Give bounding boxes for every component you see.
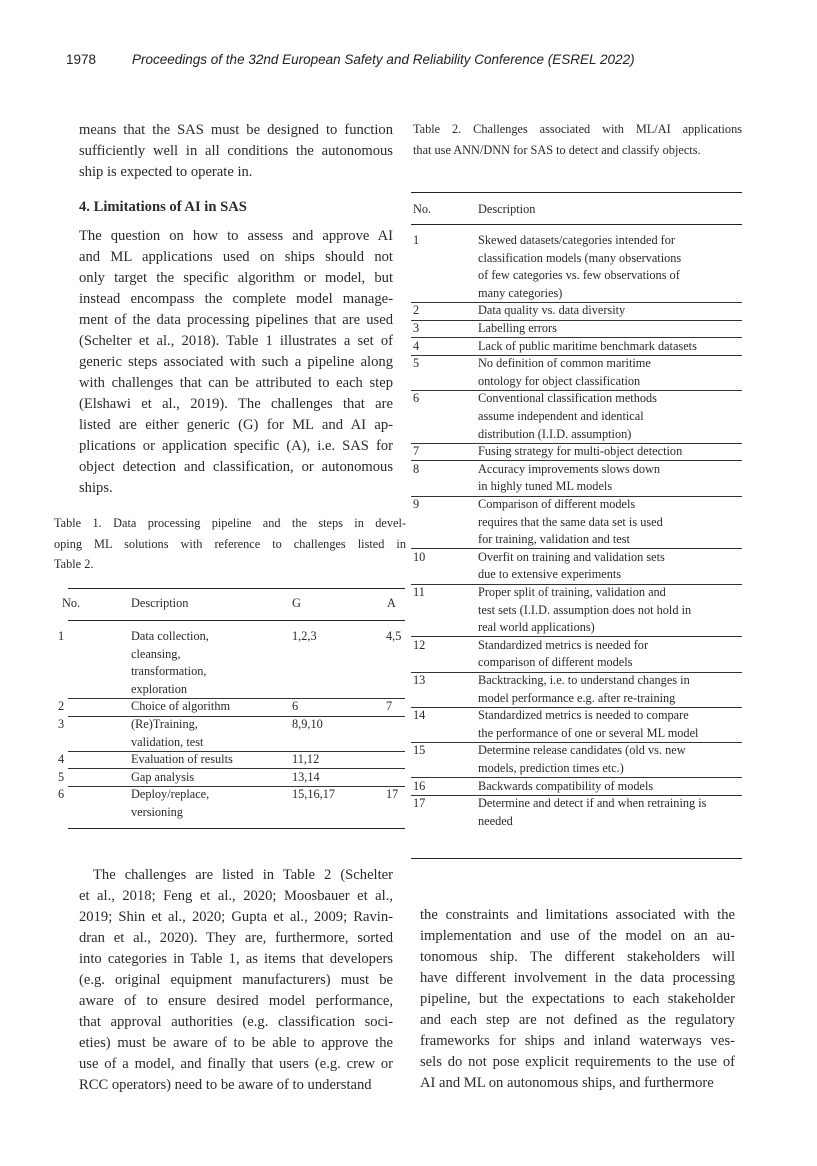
table-2-cell-no: 12 bbox=[413, 637, 426, 652]
page-number: 1978 bbox=[66, 52, 97, 67]
table-1-cell-g: 13,14 bbox=[292, 769, 320, 784]
right-bottom-line: implementation and use of the model on an au- bbox=[420, 928, 735, 944]
table-1-cell-a: 4,5 bbox=[386, 629, 402, 643]
left-bottom-line: use of a model, and finally that users (e.g. crew or bbox=[79, 1056, 393, 1072]
table-2-cell-description: for training, validation and test bbox=[478, 532, 630, 547]
left-intro-line: means that the SAS must be designed to function bbox=[79, 122, 393, 138]
table-1-header-description: Description bbox=[131, 596, 189, 610]
table-1-cell-description: Evaluation of results bbox=[131, 752, 233, 767]
table-1-cell-description: Choice of algorithm bbox=[131, 699, 231, 714]
table-1-row-rule bbox=[68, 751, 405, 752]
table-1-header-a: A bbox=[387, 596, 396, 610]
table-1-cell-description: cleansing, bbox=[131, 646, 181, 661]
table-1-cell-description: validation, test bbox=[131, 734, 204, 749]
left-bottom-line: aware of to ensure desired model performance, bbox=[79, 993, 393, 1009]
left-bottom-line: 2019; Shin et al., 2020; Gupta et al., 2009; Ravin- bbox=[79, 909, 393, 925]
table-2-header-no: No. bbox=[413, 202, 432, 216]
table-2-cell-description: assume independent and identical bbox=[478, 409, 644, 423]
table-2-cell-no: 10 bbox=[413, 549, 426, 564]
table-1-caption-line: Table 1. Data processing pipeline and the steps in devel- bbox=[54, 516, 406, 530]
table-1-cell-description: Gap analysis bbox=[131, 769, 195, 784]
table-1-header-no: No. bbox=[62, 596, 81, 610]
table-2-cell-description: in highly tuned ML models bbox=[478, 479, 613, 494]
table-1-row-rule bbox=[68, 716, 405, 717]
table-1-cell-g: 8,9,10 bbox=[292, 717, 323, 731]
table-1-row-rule bbox=[68, 786, 405, 787]
table-2-cell-no: 4 bbox=[413, 338, 420, 353]
table-1-cell-no: 5 bbox=[58, 769, 65, 784]
table-1-row-rule bbox=[68, 698, 405, 699]
table-1-caption-line: oping ML solutions with reference to challenges listed in bbox=[54, 536, 406, 551]
table-2-cell-description: model performance e.g. after re-training bbox=[478, 690, 676, 705]
table-1-cell-description: exploration bbox=[131, 681, 188, 696]
table-1-cell-g: 11,12 bbox=[292, 752, 320, 767]
table-2-cell-no: 2 bbox=[413, 303, 420, 318]
left-bottom-line: that approval authorities (e.g. classification soci- bbox=[79, 1014, 393, 1030]
table-2-row-rule bbox=[411, 320, 742, 321]
table-2-cell-description: Skewed datasets/categories intended for bbox=[478, 233, 676, 247]
table-2-cell-description: Determine release candidates (old vs. new bbox=[478, 743, 686, 758]
table-2-cell-no: 5 bbox=[413, 356, 420, 371]
table-2-cell-no: 16 bbox=[413, 778, 426, 793]
table-1-cell-description: transformation, bbox=[131, 664, 207, 679]
table-2-caption bbox=[413, 119, 742, 160]
table-2-cell-description: Standardized metrics is needed to compare bbox=[478, 708, 689, 723]
section-para-line: instead encompass the complete model manage- bbox=[79, 291, 393, 307]
right-bottom-line: have different involvement in the data processing bbox=[420, 970, 735, 986]
section-para-line: (Schelter et al., 2018). Table 1 illustrates a set of bbox=[79, 333, 393, 349]
section-para-line: (Elshawi et al., 2019). The challenges that are bbox=[79, 396, 393, 412]
table-1-cell-a: 7 bbox=[386, 699, 393, 714]
table-1-row-rule bbox=[68, 768, 405, 769]
right-bottom-line: and each step are not defined as the regulatory bbox=[420, 1012, 735, 1028]
table-2-cell-description: Determine and detect if and when retraining is bbox=[478, 796, 707, 811]
journal-title: Proceedings of the 32nd European Safety and Reliability Conference (ESREL 2022) bbox=[132, 52, 635, 67]
table-1-header-rule bbox=[68, 620, 405, 621]
table-1-caption bbox=[54, 513, 406, 575]
table-1-top-rule bbox=[68, 588, 405, 589]
table-1-cell-no: 6 bbox=[58, 787, 65, 802]
left-bottom-line: The challenges are listed in Table 2 (Schelter bbox=[93, 867, 393, 883]
table-2-cell-description: Standardized metrics is needed for bbox=[478, 637, 649, 652]
table-2-cell-description: due to extensive experiments bbox=[478, 567, 622, 582]
table-1-cell-g: 6 bbox=[292, 699, 299, 714]
table-2-cell-no: 3 bbox=[413, 321, 420, 335]
table-2-cell-no: 1 bbox=[413, 233, 420, 247]
table-2-cell-description: Comparison of different models bbox=[478, 497, 636, 511]
left-bottom-line: eties) must be aware of to be able to approve the bbox=[79, 1035, 393, 1051]
section-heading: 4. Limitations of AI in SAS bbox=[79, 199, 247, 215]
table-2-cell-description: models, prediction times etc.) bbox=[478, 761, 624, 775]
table-1-cell-no: 2 bbox=[58, 699, 65, 714]
table-2-top-rule bbox=[411, 192, 742, 193]
table-1-cell-no: 4 bbox=[58, 752, 65, 767]
left-bottom-line: et al., 2018; Feng et al., 2020; Moosbauer et al., bbox=[79, 888, 393, 904]
table-2-cell-description: Fusing strategy for multi-object detection bbox=[478, 444, 683, 459]
right-bottom-line: the constraints and limitations associated with the bbox=[420, 907, 735, 923]
left-intro-paragraph bbox=[79, 120, 393, 183]
table-2-cell-description: test sets (I.I.D. assumption does not hold in bbox=[478, 602, 692, 617]
table-1-cell-g: 1,2,3 bbox=[292, 629, 317, 643]
left-bottom-line: dran et al., 2020). They are, furthermore, sorted bbox=[79, 930, 393, 946]
table-2-cell-description: requires that the same data set is used bbox=[478, 514, 663, 529]
table-2-cell-description: needed bbox=[478, 813, 513, 828]
table-1-cell-description: Deploy/replace, bbox=[131, 787, 210, 802]
running-header bbox=[66, 52, 635, 67]
right-bottom-line: frameworks for ships and inland waterways ves- bbox=[420, 1033, 735, 1049]
table-2-caption-line: that use ANN/DNN for SAS to detect and classify objects. bbox=[413, 142, 701, 157]
table-2-cell-description: classification models (many observations bbox=[478, 250, 682, 265]
left-intro-line: sufficiently well in all conditions the autonomous bbox=[79, 143, 393, 159]
right-bottom-paragraph bbox=[420, 905, 735, 1094]
section-para-line: only target the specific algorithm or model, but bbox=[79, 270, 393, 286]
right-bottom-line: pipeline, but the expectations to each stakeholder bbox=[420, 991, 735, 1007]
table-2-cell-description: No definition of common maritime bbox=[478, 356, 651, 371]
left-bottom-line: RCC operators) need to be aware of to understand bbox=[79, 1077, 372, 1093]
section-para-line: object detection and classification, or autonomous bbox=[79, 459, 393, 475]
table-1-cell-no: 3 bbox=[58, 717, 65, 731]
left-bottom-line: (e.g. original equipment manufacturers) must be bbox=[79, 972, 393, 988]
table-2-cell-description: Backtracking, i.e. to understand changes in bbox=[478, 673, 690, 687]
table-1 bbox=[54, 505, 408, 835]
table-1-caption-line: Table 2. bbox=[54, 557, 94, 571]
table-2-cell-description: comparison of different models bbox=[478, 655, 633, 670]
section-para-line: listed are either generic (G) for ML and AI ap- bbox=[79, 417, 393, 433]
section-paragraph bbox=[79, 226, 393, 499]
table-2-cell-no: 14 bbox=[413, 708, 426, 723]
right-bottom-line: sels do not pose explicit requirements to the use of bbox=[420, 1054, 735, 1070]
table-2-cell-no: 6 bbox=[413, 391, 420, 406]
table-2-cell-no: 11 bbox=[413, 585, 425, 599]
table-2-cell-no: 7 bbox=[413, 444, 420, 459]
table-2-cell-description: Conventional classification methods bbox=[478, 391, 657, 406]
table-1-cell-description: versioning bbox=[131, 805, 183, 819]
table-1-cell-g: 15,16,17 bbox=[292, 787, 336, 802]
table-2-cell-description: many categories) bbox=[478, 285, 563, 300]
section-para-line: The question on how to assess and approve AI bbox=[79, 228, 393, 244]
table-2-cell-description: Backwards compatibility of models bbox=[478, 778, 654, 793]
section-para-line: plications or application specific (A), i.e. SAS for bbox=[79, 438, 393, 454]
table-2-header-rule bbox=[411, 224, 742, 225]
right-bottom-line: tonomous ship. The different stakeholders will bbox=[420, 949, 735, 965]
table-2-cell-description: Labelling errors bbox=[478, 321, 557, 335]
section-para-line: with challenges that can be attributed to each step bbox=[79, 375, 393, 391]
section-para-line: ment of the data processing pipelines that are used bbox=[79, 312, 393, 328]
section-para-line: ships. bbox=[79, 480, 113, 496]
table-2-cell-description: real world applications) bbox=[478, 620, 595, 635]
table-2-cell-description: of few categories vs. few observations of bbox=[478, 268, 680, 283]
section-para-line: generic steps associated with such a pipeline along bbox=[79, 354, 393, 370]
table-1-header-g: G bbox=[292, 596, 301, 610]
table-1-bottom-rule bbox=[68, 828, 405, 829]
table-2-caption-line: Table 2. Challenges associated with ML/AI applications bbox=[413, 122, 742, 136]
table-2-cell-no: 9 bbox=[413, 497, 420, 511]
right-bottom-line: AI and ML on autonomous ships, and furthermore bbox=[420, 1075, 714, 1091]
table-2-cell-no: 15 bbox=[413, 743, 426, 758]
table-1-cell-no: 1 bbox=[58, 629, 65, 643]
section-para-line: and ML applications used on ships should not bbox=[79, 249, 393, 265]
table-2-cell-no: 8 bbox=[413, 461, 420, 476]
table-1-cell-a: 17 bbox=[386, 787, 399, 802]
table-2-cell-description: distribution (I.I.D. assumption) bbox=[478, 426, 632, 441]
table-2-cell-description: Overfit on training and validation sets bbox=[478, 549, 665, 564]
table-2-cell-description: Accuracy improvements slows down bbox=[478, 461, 661, 476]
left-bottom-paragraph bbox=[79, 865, 393, 1096]
table-2-bottom-rule bbox=[411, 858, 742, 859]
table-2-cell-description: ontology for object classification bbox=[478, 373, 641, 388]
table-1-cell-description: (Re)Training, bbox=[131, 717, 198, 731]
left-intro-line: ship is expected to operate in. bbox=[79, 164, 253, 180]
table-2-cell-description: Data quality vs. data diversity bbox=[478, 303, 626, 318]
table-2-cell-no: 17 bbox=[413, 796, 426, 811]
left-bottom-line: into categories in Table 1, as items that developers bbox=[79, 951, 393, 967]
table-2-cell-description: Lack of public maritime benchmark datasets bbox=[478, 338, 697, 353]
table-1-cell-description: Data collection, bbox=[131, 629, 209, 643]
table-2-cell-no: 13 bbox=[413, 673, 426, 687]
table-2-cell-description: the performance of one or several ML model bbox=[478, 725, 699, 740]
table-2-cell-description: Proper split of training, validation and bbox=[478, 585, 666, 599]
table-2-header-description: Description bbox=[478, 202, 536, 216]
